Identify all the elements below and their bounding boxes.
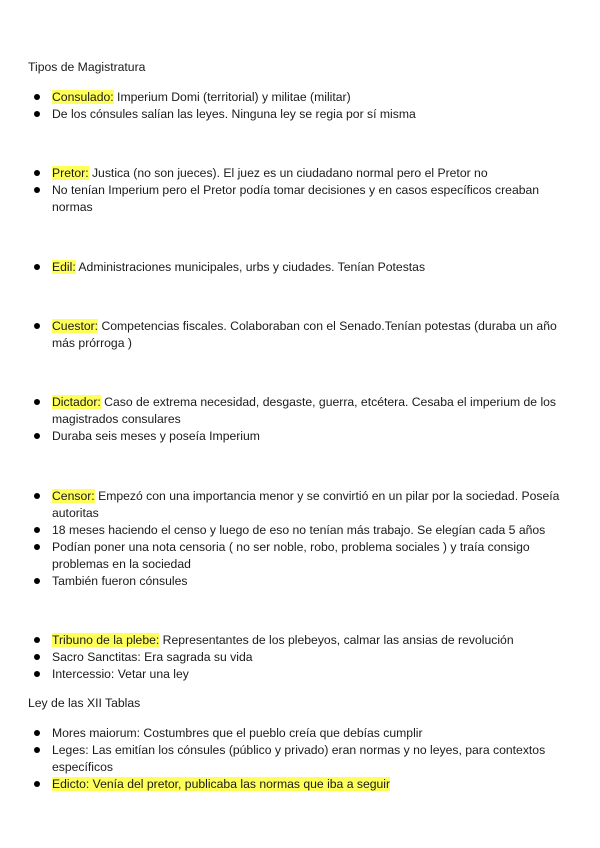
item-text: Representantes de los plebeyos, calmar las ansias de revolución bbox=[159, 633, 514, 647]
highlighted-term: Edil: bbox=[52, 260, 76, 274]
list-item bbox=[34, 522, 580, 539]
section-heading-xii-tablas: Ley de las XII Tablas bbox=[28, 696, 141, 710]
bullet-list-edil bbox=[34, 259, 580, 276]
bullet-icon bbox=[34, 111, 40, 117]
highlighted-term: Edicto: Venía del pretor, publicaba las normas que iba a seguir bbox=[52, 777, 391, 791]
bullet-list-tribuno bbox=[34, 632, 580, 683]
bullet-icon bbox=[34, 544, 40, 550]
item-text: También fueron cónsules bbox=[52, 574, 188, 588]
highlighted-term: Tribuno de la plebe: bbox=[52, 633, 160, 647]
item-text: Imperium Domi (territorial) y militae (militar) bbox=[113, 90, 351, 104]
section-heading-magistratura: Tipos de Magistratura bbox=[28, 60, 146, 74]
list-item bbox=[34, 649, 580, 666]
item-text: De los cónsules salían las leyes. Ninguna ley se regia por sí misma bbox=[52, 107, 416, 121]
bullet-list-xii-tablas bbox=[34, 725, 580, 793]
bullet-icon bbox=[34, 187, 40, 193]
bullet-icon bbox=[34, 654, 40, 660]
list-item bbox=[34, 259, 580, 276]
highlighted-term: Cuestor: bbox=[52, 319, 99, 333]
item-text: Administraciones municipales, urbs y ciudades. Tenían Potestas bbox=[75, 260, 426, 274]
list-item bbox=[34, 725, 580, 742]
bullet-icon bbox=[34, 527, 40, 533]
bullet-list-dictador bbox=[34, 394, 580, 445]
highlighted-term: Consulado: bbox=[52, 90, 114, 104]
list-item bbox=[34, 573, 580, 590]
bullet-list-cuestor bbox=[34, 318, 580, 352]
list-item bbox=[34, 488, 580, 522]
list-item bbox=[34, 776, 580, 793]
item-text: Competencias fiscales. Colaboraban con el Senado.Tenían potestas (duraba un año más prórroga ) bbox=[52, 319, 557, 350]
list-item bbox=[34, 106, 580, 123]
item-text: Leges: Las emitían los cónsules (público y privado) eran normas y no leyes, para contextos específicos bbox=[52, 743, 546, 774]
bullet-icon bbox=[34, 170, 40, 176]
bullet-icon bbox=[34, 637, 40, 643]
list-item bbox=[34, 318, 580, 352]
highlighted-term: Pretor: bbox=[52, 166, 89, 180]
bullet-icon bbox=[34, 671, 40, 677]
item-text: Mores maiorum: Costumbres que el pueblo creía que debías cumplir bbox=[52, 726, 423, 740]
bullet-icon bbox=[34, 730, 40, 736]
highlighted-term: Censor: bbox=[52, 489, 95, 503]
item-text: 18 meses haciendo el censo y luego de eso no tenían más trabajo. Se elegían cada 5 años bbox=[52, 523, 546, 537]
list-item bbox=[34, 165, 580, 182]
list-item bbox=[34, 394, 580, 428]
list-item bbox=[34, 742, 580, 776]
list-item bbox=[34, 539, 580, 573]
item-text: Empezó con una importancia menor y se convirtió en un pilar por la sociedad. Poseía autoritas bbox=[52, 489, 560, 520]
bullet-list-pretor bbox=[34, 165, 580, 216]
list-item bbox=[34, 666, 580, 683]
item-text: Podían poner una nota censoria ( no ser noble, robo, problema sociales ) y traía consigo problemas en la sociedad bbox=[52, 540, 530, 571]
item-text: Sacro Sanctitas: Era sagrada su vida bbox=[52, 650, 253, 664]
list-item bbox=[34, 89, 580, 106]
list-item bbox=[34, 428, 580, 445]
list-item bbox=[34, 632, 580, 649]
bullet-icon bbox=[34, 493, 40, 499]
bullet-icon bbox=[34, 323, 40, 329]
list-item bbox=[34, 182, 580, 216]
bullet-icon bbox=[34, 264, 40, 270]
highlighted-term: Dictador: bbox=[52, 395, 101, 409]
item-text: Justica (no son jueces). El juez es un ciudadano normal pero el Pretor no bbox=[88, 166, 488, 180]
bullet-icon bbox=[34, 781, 40, 787]
bullet-icon bbox=[34, 94, 40, 100]
bullet-icon bbox=[34, 747, 40, 753]
bullet-icon bbox=[34, 578, 40, 584]
item-text: Intercessio: Vetar una ley bbox=[52, 667, 189, 681]
bullet-icon bbox=[34, 399, 40, 405]
bullet-list-consulado bbox=[34, 89, 580, 123]
item-text: Duraba seis meses y poseía Imperium bbox=[52, 429, 260, 443]
bullet-icon bbox=[34, 433, 40, 439]
bullet-list-censor bbox=[34, 488, 580, 590]
item-text: No tenían Imperium pero el Pretor podía tomar decisiones y en casos específicos creaban normas bbox=[52, 183, 540, 214]
item-text: Caso de extrema necesidad, desgaste, guerra, etcétera. Cesaba el imperium de los magistrados consulares bbox=[52, 395, 557, 426]
